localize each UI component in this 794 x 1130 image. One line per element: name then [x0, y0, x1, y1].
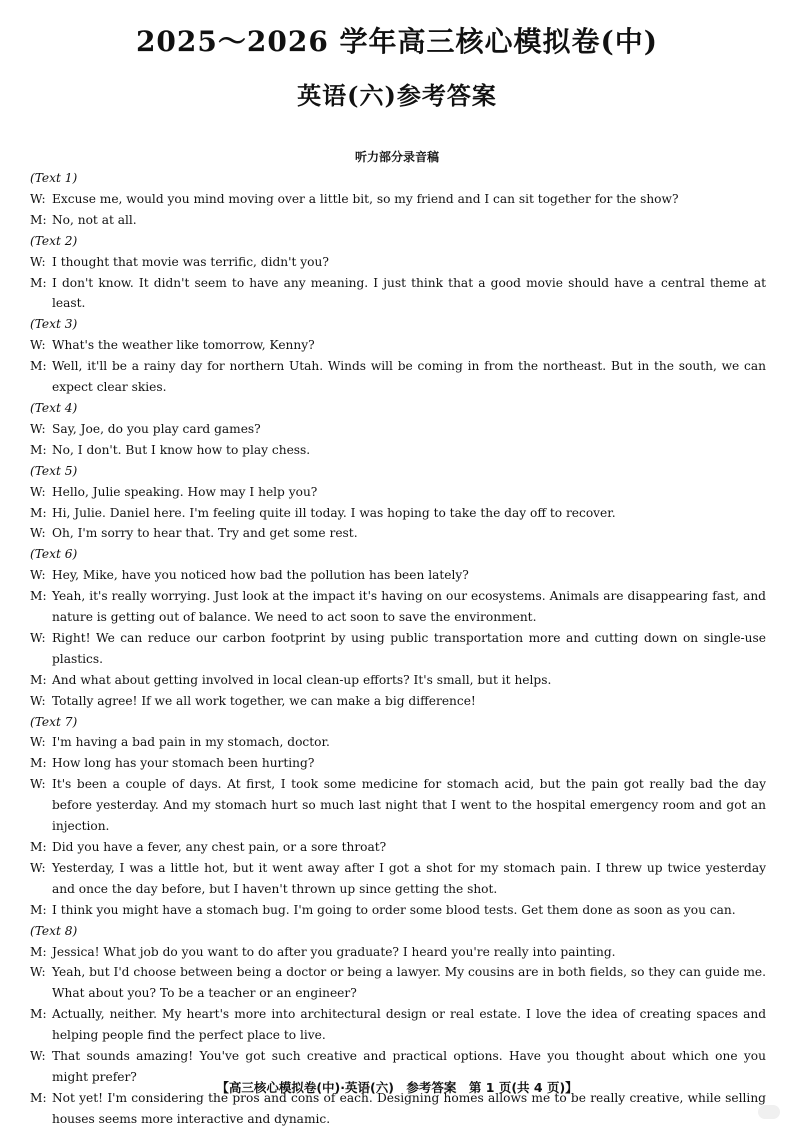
dialogue-line — [30, 565, 766, 586]
speaker-label: M: — [30, 505, 47, 520]
speaker-label: W: — [30, 1049, 46, 1064]
dialogue-line — [30, 189, 766, 210]
dialogue-line — [30, 440, 766, 461]
utterance-text: What's the weather like tomorrow, Kenny? — [52, 338, 315, 353]
dialogue-line — [30, 482, 766, 503]
speaker-label: M: — [30, 275, 47, 290]
text-label: (Text 4) — [30, 400, 78, 415]
speaker-label: M: — [30, 442, 47, 457]
speaker-label: W: — [30, 191, 46, 206]
dialogue-line — [30, 273, 766, 315]
text-section-label — [30, 712, 766, 733]
dialogue-line — [30, 628, 766, 670]
speaker-label: W: — [30, 484, 46, 499]
dialogue-line — [30, 900, 766, 921]
utterance-text: It's been a couple of days. At first, I took some medicine for stomach acid, but the pain got really bad the day before yesterday. And my stomach hurt so much last night that I went to the hospital emergency room and got an injection. — [52, 777, 766, 834]
text-label: (Text 8) — [30, 923, 78, 938]
speaker-label: M: — [30, 359, 47, 374]
text-label: (Text 5) — [30, 463, 78, 478]
speaker-label: W: — [30, 568, 46, 583]
utterance-text: Hi, Julie. Daniel here. I'm feeling quite ill today. I was hoping to take the day off to recover. — [52, 505, 616, 520]
dialogue-line — [30, 732, 766, 753]
speaker-label: M: — [30, 840, 47, 854]
speaker-label: W: — [30, 965, 46, 980]
utterance-text: Well, it'll be a rainy day for northern Utah. Winds will be coming in from the northeast. But in the south, we can expect clear skies. — [52, 359, 766, 395]
text-label: (Text 1) — [30, 171, 78, 185]
section-title: 听力部分录音稿 — [354, 150, 439, 164]
dialogue-line — [30, 419, 766, 440]
utterance-text: That sounds amazing! You've got such creative and practical options. Have you thought about which one you might prefer? — [52, 1049, 766, 1084]
utterance-text: No, not at all. — [52, 212, 137, 227]
text-section-label — [30, 231, 766, 252]
text-label: (Text 2) — [30, 233, 78, 248]
speaker-label: M: — [30, 1090, 47, 1105]
speaker-label: M: — [30, 944, 47, 959]
dialogue-line — [30, 356, 766, 398]
utterance-text: Actually, neither. My heart's more into architectural design or real estate. I love the idea of creating spaces and helping people find the perfect place to live. — [52, 1007, 766, 1043]
speaker-label: W: — [30, 526, 46, 541]
speaker-label: M: — [30, 672, 47, 687]
utterance-text: Hello, Julie speaking. How may I help you? — [52, 484, 318, 499]
utterance-text: Say, Joe, do you play card games? — [52, 421, 261, 436]
dialogue-line — [30, 523, 766, 544]
dialogue-line — [30, 670, 766, 691]
speaker-label: W: — [30, 735, 46, 750]
text-label: (Text 7) — [30, 714, 78, 729]
dialogue-line — [30, 837, 766, 858]
dialogue-line — [30, 753, 766, 774]
page-subtitle: 英语(六)参考答案 — [297, 81, 497, 110]
speaker-label: M: — [30, 589, 47, 604]
utterance-text: No, I don't. But I know how to play chess. — [52, 442, 311, 457]
utterance-text: Yeah, but I'd choose between being a doctor or being a lawyer. My cousins are in both fields, so they can guide me. What about you? To be a teacher or an engineer? — [52, 965, 766, 1001]
speaker-label: M: — [30, 756, 47, 771]
text-section-label — [30, 461, 766, 482]
dialogue-line — [30, 858, 766, 900]
speaker-label: W: — [30, 693, 46, 708]
utterance-text: I thought that movie was terrific, didn't you? — [52, 254, 329, 269]
utterance-text: I'm having a bad pain in my stomach, doctor. — [52, 735, 330, 750]
dialogue-line — [30, 503, 766, 524]
utterance-text: Excuse me, would you mind moving over a little bit, so my friend and I can sit together for the show? — [52, 191, 679, 206]
dialogue-line — [30, 252, 766, 273]
dialogue-line — [30, 774, 766, 837]
text-label: (Text 3) — [30, 317, 78, 332]
speaker-label: M: — [30, 212, 47, 227]
text-section-label — [30, 544, 766, 565]
utterance-text: Jessica! What job do you want to do after you graduate? I heard you're really into painting. — [52, 944, 616, 959]
utterance-text: How long has your stomach been hurting? — [52, 756, 315, 771]
text-section-label — [30, 314, 766, 335]
dialogue-line — [30, 962, 766, 1004]
dialogue-line — [30, 586, 766, 628]
dialogue-line — [30, 335, 766, 356]
utterance-text: And what about getting involved in local clean-up efforts? It's small, but it helps. — [52, 672, 552, 687]
utterance-text: I think you might have a stomach bug. I'm going to order some blood tests. Get them done as soon as you can. — [52, 902, 736, 917]
dialogue-line — [30, 691, 766, 712]
speaker-label: M: — [30, 902, 47, 917]
utterance-text: I don't know. It didn't seem to have any meaning. I just think that a good movie should have a central theme at least. — [52, 275, 766, 311]
speaker-label: W: — [30, 421, 46, 436]
utterance-text: Did you have a fever, any chest pain, or a sore throat? — [52, 840, 387, 854]
utterance-text: Oh, I'm sorry to hear that. Try and get some rest. — [52, 526, 358, 541]
text-section-label — [30, 398, 766, 419]
utterance-text: Totally agree! If we all work together, we can make a big difference! — [52, 693, 476, 708]
listening-transcript — [30, 168, 766, 1130]
dialogue-line — [30, 1004, 766, 1046]
dialogue-line — [30, 942, 766, 963]
speaker-label: W: — [30, 777, 46, 792]
speaker-label: W: — [30, 860, 46, 875]
utterance-text: Hey, Mike, have you noticed how bad the pollution has been lately? — [52, 568, 469, 583]
corner-watermark — [758, 1105, 780, 1119]
utterance-text: Right! We can reduce our carbon footprint by using public transportation more and cutting down on single-use plastics. — [52, 630, 766, 666]
utterance-text: Yeah, it's really worrying. Just look at the impact it's having on our ecosystems. Animals are disappearing fast, and nature is getting out of balance. We need to act soon to save the environment. — [52, 589, 766, 625]
utterance-text: Yesterday, I was a little hot, but it went away after I got a shot for my stomach pain. I threw up twice yesterday and once the day before, but I haven't thrown up since getting the shot. — [52, 860, 766, 896]
speaker-label: M: — [30, 1007, 47, 1022]
page-title: 2025～2026 学年高三核心模拟卷(中) — [135, 25, 659, 58]
speaker-label: W: — [30, 630, 46, 645]
page-footer: 【高三核心模拟卷(中)·英语(六) 参考答案 第 1 页(共 4 页)】 — [216, 1080, 578, 1095]
dialogue-line — [30, 210, 766, 231]
text-section-label — [30, 168, 766, 189]
utterance-text: Not yet! I'm considering the pros and cons of each. Designing homes allows me to be really creative, while selling houses seems more interactive and dynamic. — [52, 1090, 766, 1126]
text-label: (Text 6) — [30, 547, 78, 562]
text-section-label — [30, 921, 766, 942]
speaker-label: W: — [30, 338, 46, 353]
speaker-label: W: — [30, 254, 46, 269]
